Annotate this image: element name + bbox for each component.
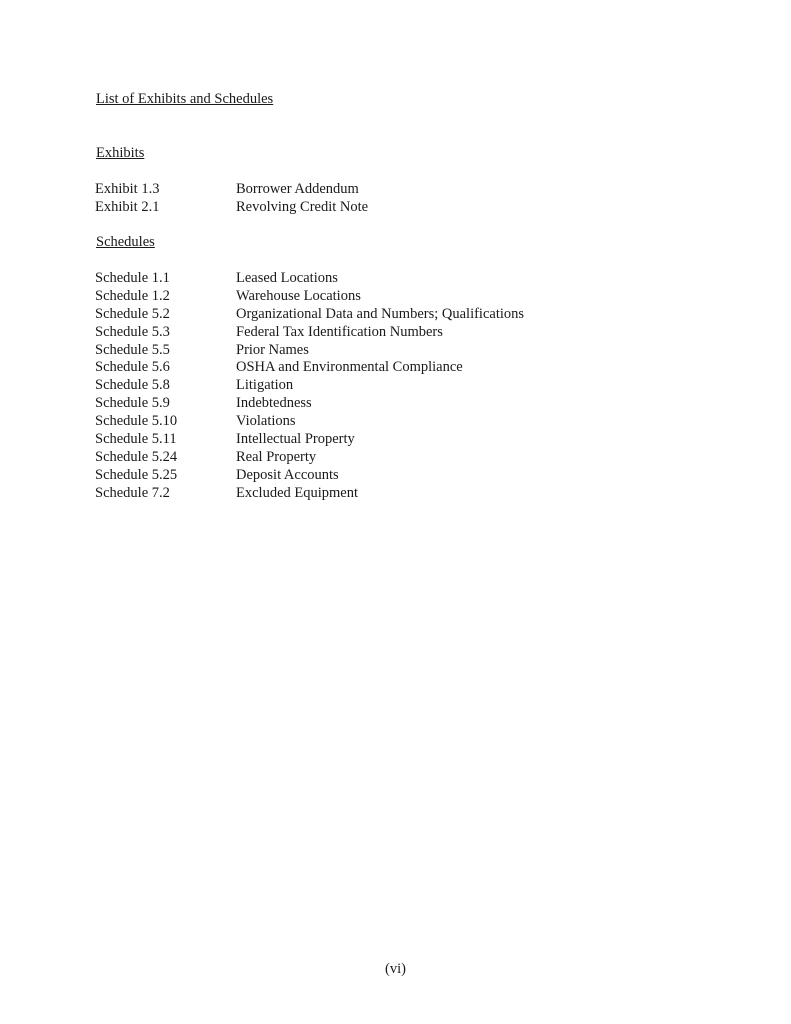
schedule-description: Litigation <box>236 377 294 394</box>
schedule-code: Schedule 5.6 <box>95 359 170 376</box>
schedule-description: Excluded Equipment <box>236 484 359 501</box>
schedule-description: Prior Names <box>236 341 309 358</box>
schedules-heading: Schedules <box>96 234 155 250</box>
schedule-code: Schedule 5.24 <box>95 448 178 465</box>
exhibit-code: Exhibit 2.1 <box>95 198 160 215</box>
schedule-code: Schedule 1.2 <box>95 287 170 304</box>
schedule-description: Indebtedness <box>236 395 312 412</box>
exhibit-description: Revolving Credit Note <box>236 198 369 215</box>
schedule-code: Schedule 5.2 <box>95 305 170 322</box>
schedule-code: Schedule 5.3 <box>95 323 170 340</box>
schedule-description: Intellectual Property <box>236 431 355 448</box>
exhibits-heading: Exhibits <box>96 145 145 161</box>
schedule-description: Deposit Accounts <box>236 466 339 483</box>
page-title: List of Exhibits and Schedules <box>96 91 274 107</box>
schedule-description: Real Property <box>236 448 317 465</box>
schedule-code: Schedule 5.25 <box>95 466 178 483</box>
schedule-code: Schedule 5.10 <box>95 413 178 430</box>
schedule-description: Organizational Data and Numbers; Qualifications <box>236 305 525 322</box>
page-number: (vi) <box>385 961 406 977</box>
schedule-code: Schedule 1.1 <box>95 270 170 286</box>
schedule-description: Federal Tax Identification Numbers <box>236 323 443 340</box>
schedule-description: Violations <box>236 413 296 430</box>
exhibit-code: Exhibit 1.3 <box>95 181 160 197</box>
schedule-code: Schedule 5.11 <box>95 431 177 448</box>
schedule-code: Schedule 5.5 <box>95 341 170 358</box>
schedule-description: Warehouse Locations <box>236 287 361 304</box>
schedule-description: OSHA and Environmental Compliance <box>236 359 463 376</box>
schedule-description: Leased Locations <box>236 270 338 286</box>
schedule-code: Schedule 5.9 <box>95 395 170 412</box>
exhibit-description: Borrower Addendum <box>236 181 359 197</box>
schedule-code: Schedule 7.2 <box>95 484 170 501</box>
schedule-code: Schedule 5.8 <box>95 377 170 394</box>
